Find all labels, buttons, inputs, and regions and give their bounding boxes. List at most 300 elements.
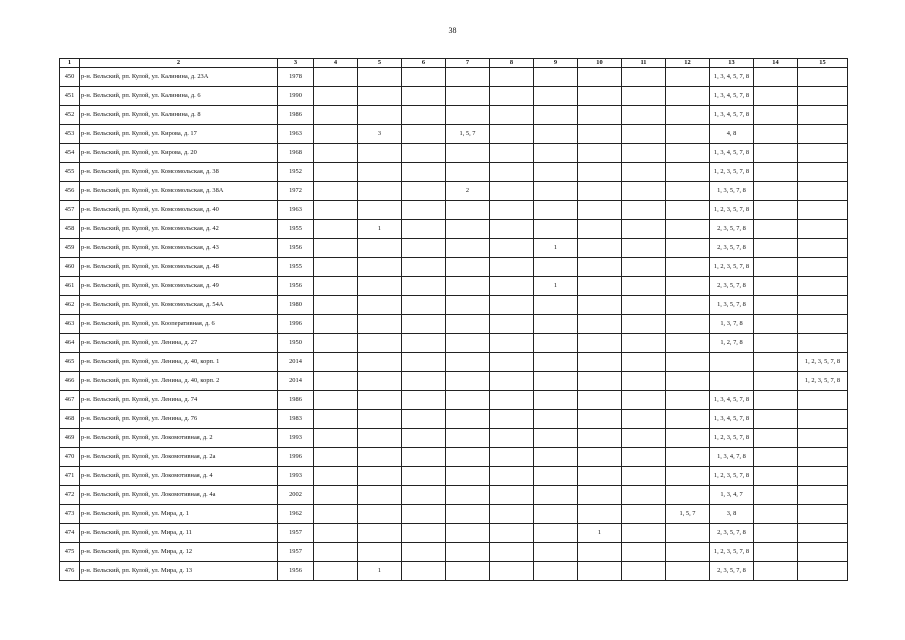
table-cell <box>446 239 490 258</box>
year-cell: 1955 <box>278 220 314 239</box>
table-cell <box>402 410 446 429</box>
column-header-5: 5 <box>358 59 402 68</box>
year-cell: 1956 <box>278 562 314 581</box>
address-cell: р-н. Вельский, рп. Кулой, ул. Ленина, д. 76 <box>80 410 278 429</box>
column-header-10: 10 <box>578 59 622 68</box>
table-cell <box>622 182 666 201</box>
table-cell <box>446 220 490 239</box>
address-cell: р-н. Вельский, рп. Кулой, ул. Комсомольская, д. 48 <box>80 258 278 277</box>
table-cell: 2, 3, 5, 7, 8 <box>710 562 754 581</box>
table-row <box>60 277 848 296</box>
column-header-9: 9 <box>534 59 578 68</box>
table-cell <box>314 372 358 391</box>
table-cell <box>622 543 666 562</box>
address-cell: р-н. Вельский, рп. Кулой, ул. Комсомольская, д. 38 <box>80 163 278 182</box>
table-cell <box>798 144 848 163</box>
table-cell <box>666 486 710 505</box>
table-row <box>60 391 848 410</box>
address-cell: р-н. Вельский, рп. Кулой, ул. Локомотивная, д. 2 <box>80 429 278 448</box>
table-cell <box>798 448 848 467</box>
table-cell <box>358 239 402 258</box>
table-cell <box>314 87 358 106</box>
table-cell <box>534 87 578 106</box>
table-cell <box>358 486 402 505</box>
table-cell <box>578 144 622 163</box>
table-cell <box>402 106 446 125</box>
row-number-cell: 472 <box>60 486 80 505</box>
table-cell: 1, 3, 7, 8 <box>710 315 754 334</box>
year-cell: 1980 <box>278 296 314 315</box>
table-row <box>60 68 848 87</box>
table-cell <box>534 505 578 524</box>
table-cell <box>446 144 490 163</box>
table-cell <box>314 562 358 581</box>
table-cell: 1, 3, 5, 7, 8 <box>710 182 754 201</box>
table-cell: 1, 2, 3, 5, 7, 8 <box>798 372 848 391</box>
table-cell <box>754 391 798 410</box>
table-cell <box>622 125 666 144</box>
table-cell <box>798 410 848 429</box>
table-cell <box>754 467 798 486</box>
address-cell: р-н. Вельский, рп. Кулой, ул. Кирова, д. 20 <box>80 144 278 163</box>
table-cell: 1, 2, 7, 8 <box>710 334 754 353</box>
table-cell <box>490 106 534 125</box>
table-cell <box>798 486 848 505</box>
table-cell <box>490 334 534 353</box>
table-cell <box>402 562 446 581</box>
table-cell <box>534 163 578 182</box>
table-cell <box>314 505 358 524</box>
address-cell: р-н. Вельский, рп. Кулой, ул. Комсомольская, д. 42 <box>80 220 278 239</box>
table-cell <box>314 391 358 410</box>
table-cell <box>622 448 666 467</box>
address-cell: р-н. Вельский, рп. Кулой, ул. Ленина, д. 40, корп. 2 <box>80 372 278 391</box>
table-cell <box>578 87 622 106</box>
table-cell <box>622 410 666 429</box>
table-cell <box>534 410 578 429</box>
table-cell <box>446 334 490 353</box>
row-number-cell: 463 <box>60 315 80 334</box>
table-cell <box>710 372 754 391</box>
table-cell <box>754 372 798 391</box>
table-cell <box>358 106 402 125</box>
table-cell <box>754 296 798 315</box>
table-cell <box>754 125 798 144</box>
table-cell <box>446 429 490 448</box>
table-cell <box>358 353 402 372</box>
table-cell <box>622 296 666 315</box>
table-cell <box>534 429 578 448</box>
table-cell <box>534 258 578 277</box>
table-cell <box>534 524 578 543</box>
table-cell <box>314 315 358 334</box>
table-cell <box>798 505 848 524</box>
table-cell <box>578 429 622 448</box>
year-cell: 1983 <box>278 410 314 429</box>
table-cell <box>578 505 622 524</box>
table-cell <box>358 68 402 87</box>
table-cell <box>798 106 848 125</box>
table-cell <box>314 467 358 486</box>
table-cell <box>402 182 446 201</box>
year-cell: 1963 <box>278 201 314 220</box>
table-cell <box>490 486 534 505</box>
table-cell <box>358 87 402 106</box>
row-number-cell: 458 <box>60 220 80 239</box>
column-header-7: 7 <box>446 59 490 68</box>
table-cell <box>534 144 578 163</box>
table-cell <box>622 467 666 486</box>
table-cell <box>622 87 666 106</box>
table-cell <box>798 258 848 277</box>
year-cell: 1955 <box>278 258 314 277</box>
table-cell <box>622 239 666 258</box>
table-cell <box>490 68 534 87</box>
column-header-3: 3 <box>278 59 314 68</box>
address-cell: р-н. Вельский, рп. Кулой, ул. Мира, д. 11 <box>80 524 278 543</box>
table-cell: 1, 3, 4, 7 <box>710 486 754 505</box>
table-cell <box>754 239 798 258</box>
table-cell <box>798 391 848 410</box>
table-cell <box>402 505 446 524</box>
table-cell <box>578 296 622 315</box>
row-number-cell: 465 <box>60 353 80 372</box>
table-cell <box>754 353 798 372</box>
page-number: 38 <box>448 26 457 35</box>
table-row <box>60 220 848 239</box>
table-cell <box>578 125 622 144</box>
table-cell <box>446 353 490 372</box>
table-cell <box>666 353 710 372</box>
table-cell: 1, 3, 4, 5, 7, 8 <box>710 391 754 410</box>
table-cell <box>578 391 622 410</box>
table-cell <box>798 220 848 239</box>
row-number-cell: 470 <box>60 448 80 467</box>
table-cell <box>622 562 666 581</box>
table-cell <box>314 543 358 562</box>
table-cell <box>446 505 490 524</box>
table-cell <box>622 391 666 410</box>
row-number-cell: 471 <box>60 467 80 486</box>
table-cell <box>314 106 358 125</box>
table-cell <box>402 543 446 562</box>
table-cell <box>490 182 534 201</box>
table-cell <box>402 68 446 87</box>
table-row <box>60 334 848 353</box>
table-row <box>60 372 848 391</box>
table-cell <box>446 315 490 334</box>
table-cell <box>358 163 402 182</box>
table-cell: 1, 3, 4, 5, 7, 8 <box>710 106 754 125</box>
table-cell <box>358 543 402 562</box>
year-cell: 2002 <box>278 486 314 505</box>
column-header-4: 4 <box>314 59 358 68</box>
column-header-12: 12 <box>666 59 710 68</box>
table-cell <box>754 182 798 201</box>
table-cell <box>314 277 358 296</box>
table-cell <box>402 239 446 258</box>
table-cell <box>754 277 798 296</box>
table-cell <box>446 410 490 429</box>
address-cell: р-н. Вельский, рп. Кулой, ул. Комсомольская, д. 38А <box>80 182 278 201</box>
table-cell: 1, 5, 7 <box>666 505 710 524</box>
address-cell: р-н. Вельский, рп. Кулой, ул. Кирова, д. 17 <box>80 125 278 144</box>
table-row <box>60 448 848 467</box>
table-cell: 1, 3, 4, 5, 7, 8 <box>710 87 754 106</box>
table-cell <box>490 125 534 144</box>
table-cell <box>666 163 710 182</box>
table-cell <box>534 353 578 372</box>
address-cell: р-н. Вельский, рп. Кулой, ул. Ленина, д. 74 <box>80 391 278 410</box>
table-cell <box>314 448 358 467</box>
table-cell <box>666 467 710 486</box>
table-cell <box>314 524 358 543</box>
address-cell: р-н. Вельский, рп. Кулой, ул. Комсомольская, д. 43 <box>80 239 278 258</box>
table-cell <box>622 372 666 391</box>
table-cell <box>578 543 622 562</box>
table-cell <box>402 258 446 277</box>
address-cell: р-н. Вельский, рп. Кулой, ул. Мира, д. 12 <box>80 543 278 562</box>
table-cell <box>578 353 622 372</box>
table-cell <box>314 125 358 144</box>
year-cell: 1956 <box>278 277 314 296</box>
table-cell <box>798 277 848 296</box>
table-cell <box>534 372 578 391</box>
table-cell <box>754 505 798 524</box>
table-cell <box>314 68 358 87</box>
row-number-cell: 475 <box>60 543 80 562</box>
row-number-cell: 459 <box>60 239 80 258</box>
table-cell <box>622 220 666 239</box>
table-cell <box>314 220 358 239</box>
table-row <box>60 258 848 277</box>
table-cell <box>402 125 446 144</box>
table-cell <box>402 486 446 505</box>
year-cell: 1962 <box>278 505 314 524</box>
table-cell <box>446 163 490 182</box>
table-cell <box>578 258 622 277</box>
table-cell <box>578 448 622 467</box>
table-cell <box>490 372 534 391</box>
table-cell <box>578 372 622 391</box>
table-cell: 1, 2, 3, 5, 7, 8 <box>710 467 754 486</box>
table-row <box>60 182 848 201</box>
table-cell <box>798 543 848 562</box>
table-row <box>60 410 848 429</box>
table-cell <box>490 258 534 277</box>
table-cell <box>666 562 710 581</box>
table-cell <box>578 182 622 201</box>
row-number-cell: 467 <box>60 391 80 410</box>
year-cell: 1996 <box>278 315 314 334</box>
table-cell <box>798 87 848 106</box>
table-cell <box>798 201 848 220</box>
table-cell: 1, 3, 4, 7, 8 <box>710 448 754 467</box>
table-cell <box>666 106 710 125</box>
row-number-cell: 452 <box>60 106 80 125</box>
table-cell <box>534 106 578 125</box>
column-header-2: 2 <box>80 59 278 68</box>
table-cell: 1 <box>358 220 402 239</box>
table-cell <box>314 258 358 277</box>
address-cell: р-н. Вельский, рп. Кулой, ул. Мира, д. 13 <box>80 562 278 581</box>
table-cell <box>622 334 666 353</box>
table-cell <box>622 144 666 163</box>
table-cell <box>622 277 666 296</box>
table-cell <box>358 315 402 334</box>
table-cell <box>798 68 848 87</box>
table-cell <box>666 182 710 201</box>
table-cell <box>358 144 402 163</box>
table-cell: 1, 3, 4, 5, 7, 8 <box>710 144 754 163</box>
table-cell <box>754 144 798 163</box>
table-cell <box>446 258 490 277</box>
table-cell <box>534 334 578 353</box>
table-cell <box>578 334 622 353</box>
table-cell <box>798 562 848 581</box>
table-cell <box>534 182 578 201</box>
table-cell <box>666 543 710 562</box>
table-cell <box>358 296 402 315</box>
row-number-cell: 474 <box>60 524 80 543</box>
table-cell <box>446 562 490 581</box>
table-cell <box>798 524 848 543</box>
table-cell <box>798 467 848 486</box>
table-cell: 1, 3, 5, 7, 8 <box>710 296 754 315</box>
column-header-8: 8 <box>490 59 534 68</box>
address-cell: р-н. Вельский, рп. Кулой, ул. Калинина, д. 8 <box>80 106 278 125</box>
table-cell <box>446 486 490 505</box>
address-cell: р-н. Вельский, рп. Кулой, ул. Калинина, д. 6 <box>80 87 278 106</box>
address-cell: р-н. Вельский, рп. Кулой, ул. Локомотивная, д. 2а <box>80 448 278 467</box>
table-row <box>60 144 848 163</box>
table-cell: 1 <box>358 562 402 581</box>
year-cell: 1986 <box>278 391 314 410</box>
table-row <box>60 524 848 543</box>
table-cell <box>578 467 622 486</box>
year-cell: 1968 <box>278 144 314 163</box>
table-cell <box>754 315 798 334</box>
address-cell: р-н. Вельский, рп. Кулой, ул. Кооперативная, д. 6 <box>80 315 278 334</box>
table-cell <box>446 391 490 410</box>
table-cell <box>622 315 666 334</box>
year-cell: 1996 <box>278 448 314 467</box>
table-cell <box>490 562 534 581</box>
table-cell <box>446 87 490 106</box>
table-cell <box>314 410 358 429</box>
table-cell: 1 <box>534 239 578 258</box>
table-cell <box>666 258 710 277</box>
table-cell <box>534 201 578 220</box>
table-cell <box>490 391 534 410</box>
table-cell <box>490 163 534 182</box>
table-cell <box>754 220 798 239</box>
table-cell <box>534 562 578 581</box>
table-cell <box>666 125 710 144</box>
table-cell <box>754 258 798 277</box>
address-cell: р-н. Вельский, рп. Кулой, ул. Комсомольская, д. 40 <box>80 201 278 220</box>
table-row <box>60 353 848 372</box>
table-cell <box>578 106 622 125</box>
table-cell <box>798 429 848 448</box>
table-cell: 1, 2, 3, 5, 7, 8 <box>710 258 754 277</box>
address-cell: р-н. Вельский, рп. Кулой, ул. Локомотивная, д. 4а <box>80 486 278 505</box>
row-number-cell: 466 <box>60 372 80 391</box>
address-cell: р-н. Вельский, рп. Кулой, ул. Мира, д. 1 <box>80 505 278 524</box>
table-header <box>60 59 848 68</box>
table-cell <box>622 163 666 182</box>
row-number-cell: 468 <box>60 410 80 429</box>
table-cell <box>578 220 622 239</box>
table-cell <box>798 239 848 258</box>
year-cell: 1957 <box>278 543 314 562</box>
row-number-cell: 469 <box>60 429 80 448</box>
table-cell: 1, 3, 4, 5, 7, 8 <box>710 410 754 429</box>
year-cell: 1950 <box>278 334 314 353</box>
table-cell: 2, 3, 5, 7, 8 <box>710 277 754 296</box>
row-number-cell: 462 <box>60 296 80 315</box>
table-cell <box>666 448 710 467</box>
table-cell <box>798 125 848 144</box>
table-cell <box>578 201 622 220</box>
table-cell <box>446 106 490 125</box>
row-number-cell: 464 <box>60 334 80 353</box>
column-header-13: 13 <box>710 59 754 68</box>
row-number-cell: 451 <box>60 87 80 106</box>
table-cell <box>490 296 534 315</box>
table-cell <box>402 391 446 410</box>
table-cell: 4, 8 <box>710 125 754 144</box>
table-cell <box>490 353 534 372</box>
table-cell: 2, 3, 5, 7, 8 <box>710 220 754 239</box>
table-cell: 1, 2, 3, 5, 7, 8 <box>710 201 754 220</box>
table-cell: 2 <box>446 182 490 201</box>
table-cell <box>622 486 666 505</box>
table-cell <box>358 524 402 543</box>
table-cell <box>314 144 358 163</box>
table-cell <box>314 201 358 220</box>
table-cell <box>402 524 446 543</box>
table-cell <box>446 201 490 220</box>
table-cell <box>754 68 798 87</box>
table-cell <box>578 562 622 581</box>
table-cell <box>402 315 446 334</box>
header-row <box>60 59 848 68</box>
table-cell <box>754 334 798 353</box>
table-cell <box>446 296 490 315</box>
table-row <box>60 163 848 182</box>
table-cell <box>314 486 358 505</box>
table-cell <box>622 429 666 448</box>
address-cell: р-н. Вельский, рп. Кулой, ул. Комсомольская, д. 49 <box>80 277 278 296</box>
table-cell: 1, 5, 7 <box>446 125 490 144</box>
table-cell <box>358 334 402 353</box>
table-cell <box>358 448 402 467</box>
table-cell <box>622 353 666 372</box>
table-cell <box>534 486 578 505</box>
table-cell: 1, 2, 3, 5, 7, 8 <box>710 163 754 182</box>
table-row <box>60 429 848 448</box>
table-cell <box>710 353 754 372</box>
table-cell <box>402 144 446 163</box>
table-cell: 1, 3, 4, 5, 7, 8 <box>710 68 754 87</box>
table-row <box>60 296 848 315</box>
table-row <box>60 239 848 258</box>
row-number-cell: 455 <box>60 163 80 182</box>
table-row <box>60 467 848 486</box>
address-cell: р-н. Вельский, рп. Кулой, ул. Локомотивная, д. 4 <box>80 467 278 486</box>
table-cell <box>798 296 848 315</box>
